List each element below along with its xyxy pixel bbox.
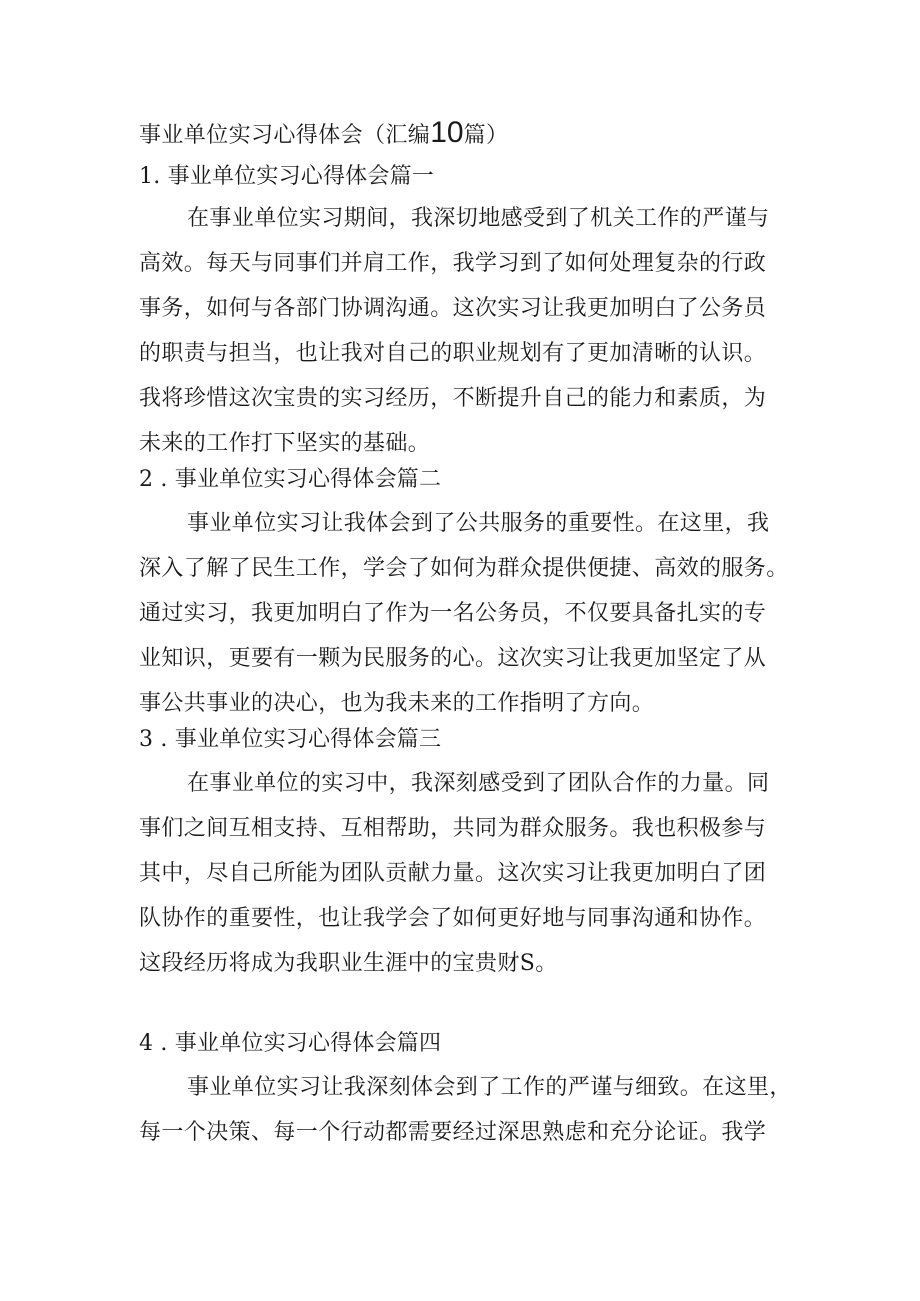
paragraph-line: 高效。每天与同事们并肩工作，我学习到了如何处理复杂的行政 [139,251,767,276]
paragraph-line: 业知识，更要有一颗为民服务的心。这次实习让我更加坚定了从 [139,646,767,671]
paragraph-line: 事业单位实习让我深刻体会到了工作的严谨与细致。在这里， [187,1075,792,1100]
section-heading-1: 1. 事业单位实习心得体会篇一 [139,164,434,189]
document-title [139,118,508,151]
paragraph-line: 未来的工作打下坚实的基础。 [139,431,431,456]
paragraph-line: 每一个决策、每一个行动都需要经过深思熟虑和充分论证。我学 [139,1120,767,1145]
paragraph-line: 队协作的重要性，也让我学会了如何更好地与同事沟通和协作。 [139,906,767,931]
section-heading-2: 2 . 事业单位实习心得体会篇二 [139,467,442,492]
paragraph-line: 的职责与担当，也让我对自己的职业规划有了更加清晰的认识。 [139,341,767,366]
title-number: 10 [430,116,464,149]
paragraph-line: 这段经历将成为我职业生涯中的宝贵财S。 [139,951,558,976]
section-heading-3: 3 . 事业单位实习心得体会篇三 [139,727,442,752]
paragraph-line: 在事业单位的实习中，我深刻感受到了团队合作的力量。同 [187,771,770,796]
paragraph-line: 事公共事业的决心，也为我未来的工作指明了方向。 [139,691,655,716]
title-suffix: 篇） [463,123,509,148]
paragraph-line: 深入了解了民生工作，学会了如何为群众提供便捷、高效的服务。 [139,556,789,581]
title-prefix: 事业单位实习心得体会（汇编 [139,123,431,148]
paragraph-line: 事业单位实习让我体会到了公共服务的重要性。在这里，我 [187,511,770,536]
section-heading-4: 4 . 事业单位实习心得体会篇四 [139,1031,442,1056]
paragraph-line: 事务，如何与各部门协调沟通。这次实习让我更加明白了公务员 [139,296,767,321]
paragraph-line: 在事业单位实习期间，我深切地感受到了机关工作的严谨与 [187,206,770,231]
paragraph-line: 通过实习，我更加明白了作为一名公务员，不仅要具备扎实的专 [139,601,767,626]
paragraph-line: 我将珍惜这次宝贵的实习经历，不断提升自己的能力和素质，为 [139,386,767,411]
paragraph-line: 事们之间互相支持、互相帮助，共同为群众服务。我也积极参与 [139,816,767,841]
paragraph-line: 其中，尽自己所能为团队贡献力量。这次实习让我更加明白了团 [139,861,767,886]
